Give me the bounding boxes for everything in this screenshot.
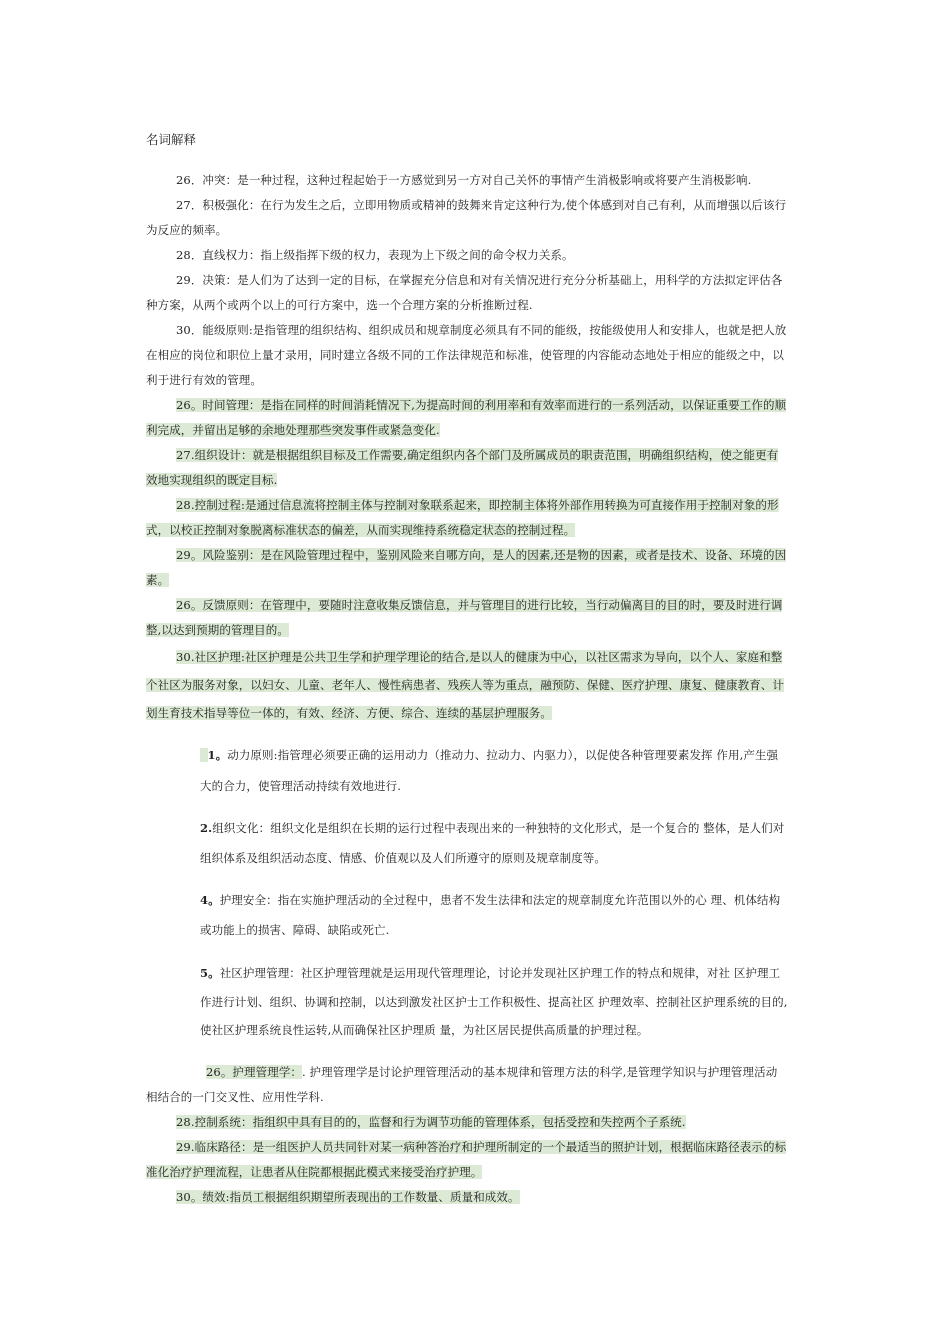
term-org-culture-cont: 组织体系及组织活动态度、情感、价值观以及人们所遵守的原则及规章制度等。: [200, 851, 606, 865]
term-nursing-management-science-cont: 相结合的一门交叉性、应用性学科.: [146, 1090, 324, 1104]
term-community-nursing-mgmt: 5。社区护理管理：社区护理管理就是运用现代管理理论，讨论并发现社区护理工作的特点和规律，对社 区护理工: [200, 966, 781, 980]
term-energy-level-cont2: 利于进行有效的管理。: [146, 373, 262, 387]
term-feedback-cont: 整,以达到预期的管理目的。: [146, 623, 289, 637]
term-motivation: 1。动力原则:指管理必须要正确的运用动力（推动力、拉动力、内驱力），以促使各种管理要素发挥 作用,产生强: [200, 743, 778, 768]
term-org-culture: 2.组织文化：组织文化是组织在长期的运行过程中表现出来的一种独特的文化形式，是一个复合的 整体，是人们对: [200, 821, 785, 835]
term-control-process-cont: 式，以校正控制对象脱离标准状态的偏差，从而实现维持系统稳定状态的控制过程。: [146, 523, 576, 537]
term-community-nursing-cont: 个社区为服务对象，以妇女、儿童、老年人、慢性病患者、残疾人等为重点，融预防、保健、医疗护理、康复、健康教育、计: [146, 678, 784, 692]
term-feedback: 26。反馈原则：在管理中，要随时注意收集反馈信息，并与管理目的进行比较，当行动偏离目的目的时，要及时进行调: [176, 598, 783, 612]
term-performance: 30。绩效:指员工根据组织期望所表现出的工作数量、质量和成效。: [176, 1190, 520, 1204]
term-time-management-cont: 利完成，并留出足够的余地处理那些突发事件或紧急变化.: [146, 423, 440, 437]
term-energy-level-cont: 在相应的岗位和职位上量才录用，同时建立各级不同的工作法律规范和标准，使管理的内容能动态地处于相应的能级之中，以: [146, 348, 784, 362]
term-community-nursing-cont2: 划生育技术指导等位一体的，有效、经济、方便、综合、连续的基层护理服务。: [146, 706, 552, 720]
term-energy-level: 30．能级原则:是指管理的组织结构、组织成员和规章制度必须具有不同的能级，按能级使用人和安排人，也就是把人放: [176, 323, 787, 337]
term-nursing-safety-cont: 或功能上的损害、障碍、缺陷或死亡.: [200, 923, 390, 937]
term-community-nursing: 30.社区护理:社区护理是公共卫生学和护理学理论的结合,是以人的健康为中心，以社区需求为导向，以个人、家庭和整: [176, 650, 783, 664]
term-control-system: 28.控制系统：指组织中具有目的的，监督和行为调节功能的管理体系，包括受控和失控两个子系统.: [176, 1115, 686, 1129]
term-positive-reinforcement: 27．积极强化：在行为发生之后，立即用物质或精神的鼓舞来肯定这种行为,使个体感到对自己有利，从而增强以后该行: [176, 198, 787, 212]
term-nursing-management-science: 26。护理管理学：. 护理管理学是讨论护理管理活动的基本规律和管理方法的科学,是管理学知识与护理管理活动: [206, 1065, 778, 1079]
term-community-nursing-mgmt-cont: 作进行计划、组织、协调和控制，以达到激发社区护士工作积极性、提高社区 护理效率、控制社区护理系统的目的,: [200, 995, 788, 1009]
term-nursing-safety: 4。护理安全：指在实施护理活动的全过程中，患者不发生法律和法定的规章制度允许范围以外的心 理、机体结构: [200, 893, 781, 907]
term-risk-identification-cont: 素。: [146, 573, 170, 587]
term-community-nursing-mgmt-cont2: 使社区护理系统良性运转,从而确保社区护理质 量，为社区居民提供高质量的护理过程。: [200, 1023, 649, 1037]
term-line-authority: 28．直线权力：指上级指挥下级的权力，表现为上下级之间的命令权力关系。: [176, 248, 574, 262]
term-clinical-pathway-cont: 准化治疗护理流程，让患者从住院都根据此模式来接受治疗护理。: [146, 1165, 483, 1179]
term-positive-reinforcement-cont: 为反应的频率。: [146, 223, 228, 237]
term-decision-cont: 种方案，从两个或两个以上的可行方案中，选一个合理方案的分析推断过程.: [146, 298, 533, 312]
term-clinical-pathway: 29.临床路径：是一组医护人员共同针对某一病种答治疗和护理所制定的一个最适当的照护计划，根据临床路径表示的标: [176, 1140, 787, 1154]
term-motivation-cont: 大的合力，使管理活动持续有效地进行.: [200, 779, 401, 793]
term-conflict: 26．冲突：是一种过程，这种过程起始于一方感觉到另一方对自己关怀的事情产生消极影响或将要产生消极影响.: [176, 173, 752, 187]
term-decision: 29．决策：是人们为了达到一定的目标，在掌握充分信息和对有关情况进行充分分析基础上，用科学的方法拟定评估各: [176, 273, 783, 287]
term-risk-identification: 29。风险鉴别：是在风险管理过程中，鉴别风险来自哪方向，是人的因素,还是物的因素，或者是技术、设备、环境的因: [176, 548, 787, 562]
term-control-process: 28.控制过程:是通过信息流将控制主体与控制对象联系起来，即控制主体将外部作用转换为可直接作用于控制对象的形: [176, 498, 779, 512]
term-org-design: 27.组织设计：就是根据组织目标及工作需要,确定组织内各个部门及所属成员的职责范围，明确组织结构，使之能更有: [176, 448, 779, 462]
term-time-management: 26。时间管理：是指在同样的时间消耗情况下,为提高时间的利用率和有效率而进行的一系列活动，以保证重要工作的顺: [176, 398, 787, 412]
term-org-design-cont: 效地实现组织的既定目标.: [146, 473, 278, 487]
page-title: 名词解释: [146, 132, 197, 147]
